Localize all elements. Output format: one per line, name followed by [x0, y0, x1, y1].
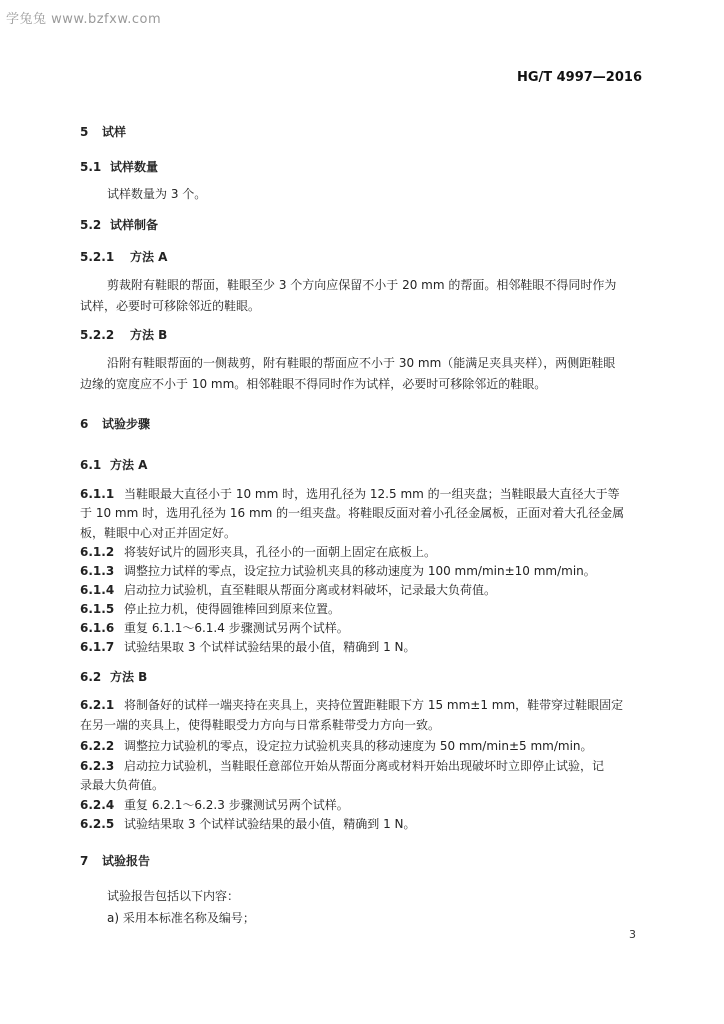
clause-6-1-1-line: 板，鞋眼中心对正并固定好。: [80, 526, 237, 540]
clause-6-1-1-line: 于 10 mm 时，选用孔径为 16 mm 的一组夹盘。将鞋眼反面对着小孔径金属板，正面对着大孔径金属: [80, 506, 625, 520]
section-5-2-1-line: 试样，必要时可移除邻近的鞋眼。: [80, 299, 261, 313]
section-7-heading: 7 试验报告: [80, 854, 151, 868]
section-5-2-2-line: 边缘的宽度应不小于 10 mm。相邻鞋眼不得同时作为试样，必要时可移除邻近的鞋眼。: [80, 377, 547, 391]
section-5-heading: 5 试样: [80, 125, 127, 139]
clause-6-1-3: 6.1.3 调整拉力试样的零点，设定拉力试验机夹具的移动速度为 100 mm/min±10 mm/min。: [80, 564, 596, 578]
section-6-2-heading: 6.2 方法 B: [80, 670, 148, 684]
section-5-2-2-heading: 5.2.2 方法 B: [80, 328, 168, 342]
clause-6-2-4: 6.2.4 重复 6.2.1～6.2.3 步骤测试另两个试样。: [80, 798, 349, 812]
clause-6-2-1-line: 在另一端的夹具上，使得鞋眼受力方向与日常系鞋带受力方向一致。: [80, 718, 441, 732]
standard-number: HG/T 4997—2016: [516, 70, 642, 85]
clause-6-2-5: 6.2.5 试验结果取 3 个试样试验结果的最小值，精确到 1 N。: [80, 817, 416, 831]
clause-6-2-3-line: 录最大负荷值。: [80, 778, 165, 792]
section-6-1-heading: 6.1 方法 A: [80, 458, 148, 472]
watermark: 学兔兔 www.bzfxw.com: [6, 12, 162, 27]
clause-6-1-7: 6.1.7 试验结果取 3 个试样试验结果的最小值，精确到 1 N。: [80, 640, 416, 654]
clause-6-1-1: 6.1.1 当鞋眼最大直径小于 10 mm 时，选用孔径为 12.5 mm 的一组夹盘；当鞋眼最大直径大于等: [80, 487, 620, 501]
section-5-2-heading: 5.2 试样制备: [80, 218, 159, 232]
section-7-intro: 试验报告包括以下内容：: [107, 889, 240, 903]
section-5-1-body: 试样数量为 3 个。: [107, 187, 207, 201]
clause-6-1-4: 6.1.4 启动拉力试验机，直至鞋眼从帮面分离或材料破坏，记录最大负荷值。: [80, 583, 497, 597]
clause-6-2-2: 6.2.2 调整拉力试验机的零点，设定拉力试验机夹具的移动速度为 50 mm/min±5 mm/min。: [80, 739, 593, 753]
section-5-2-1-heading: 5.2.1 方法 A: [80, 250, 168, 264]
clause-6-1-5: 6.1.5 停止拉力机，使得圆锥棒回到原来位置。: [80, 602, 341, 616]
section-6-heading: 6 试验步骤: [80, 417, 151, 431]
clause-6-2-3: 6.2.3 启动拉力试验机，当鞋眼任意部位开始从帮面分离或材料开始出现破坏时立即停止试验，记: [80, 759, 605, 773]
section-5-2-2-line: 沿附有鞋眼帮面的一侧裁剪，附有鞋眼的帮面应不小于 30 mm（能满足夹具夹样），两侧距鞋眼: [107, 356, 616, 370]
section-5-2-1-line: 剪裁附有鞋眼的帮面，鞋眼至少 3 个方向应保留不小于 20 mm 的帮面。相邻鞋眼不得同时作为: [107, 278, 617, 292]
section-5-1-heading: 5.1 试样数量: [80, 160, 159, 174]
clause-6-1-6: 6.1.6 重复 6.1.1～6.1.4 步骤测试另两个试样。: [80, 621, 349, 635]
clause-6-1-2: 6.1.2 将装好试片的圆形夹具，孔径小的一面朝上固定在底板上。: [80, 545, 437, 559]
clause-6-2-1: 6.2.1 将制备好的试样一端夹持在夹具上，夹持位置距鞋眼下方 15 mm±1 mm，鞋带穿过鞋眼固定: [80, 698, 624, 712]
page-number: 3: [629, 928, 636, 941]
report-item-a: a) 采用本标准名称及编号；: [107, 911, 255, 925]
